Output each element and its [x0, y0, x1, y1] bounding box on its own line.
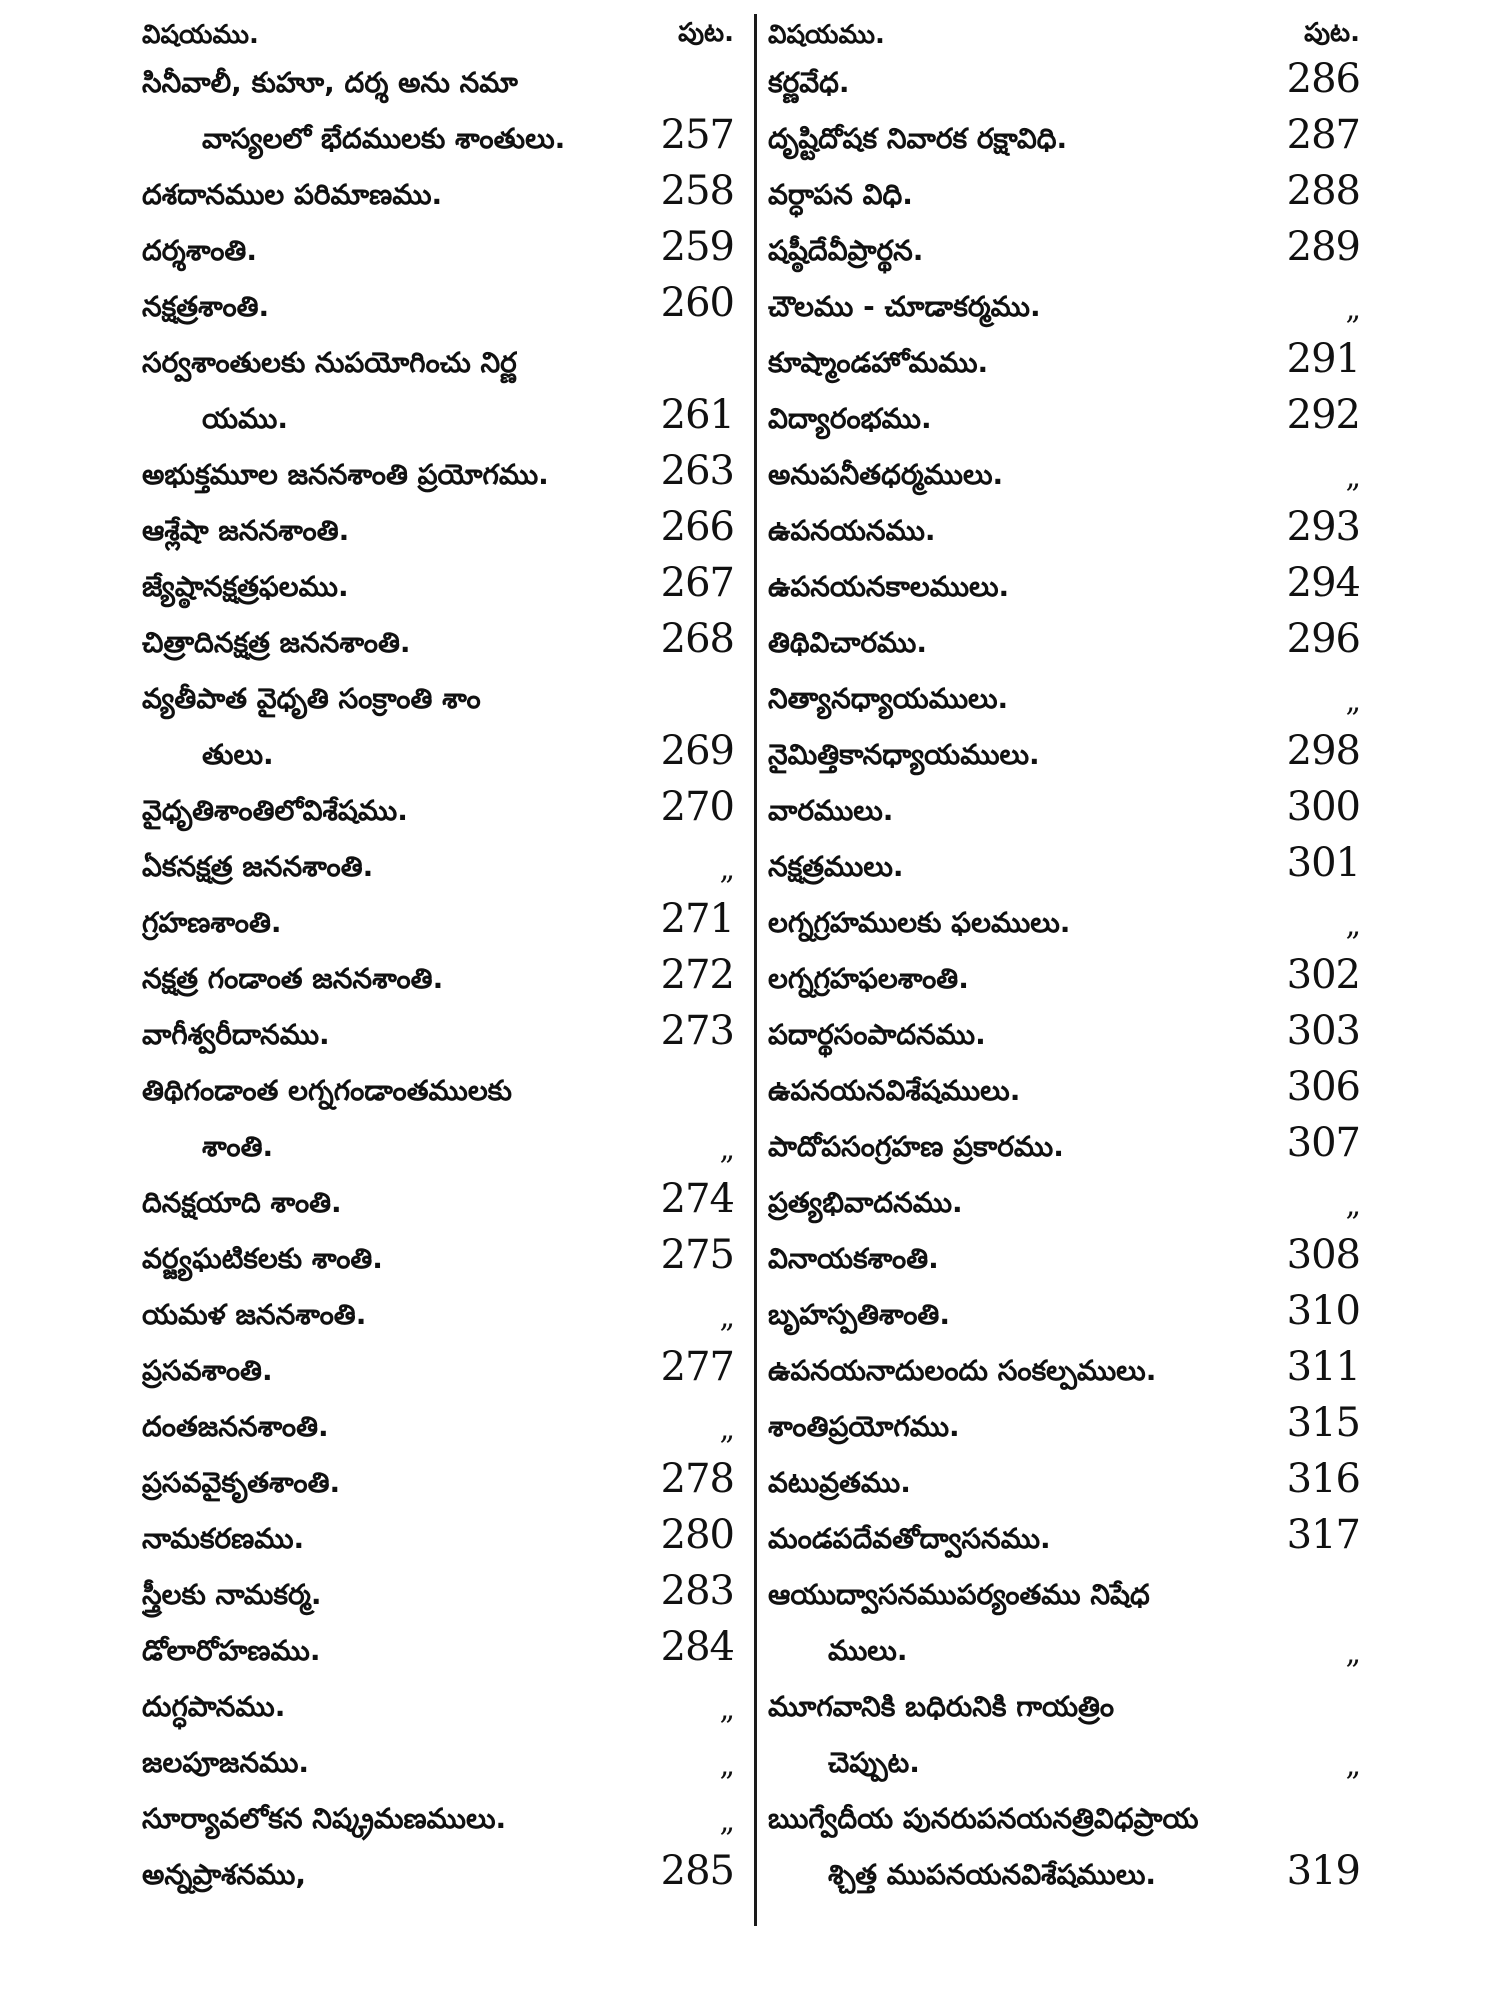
entry-subject: ఏకనక్షత్ర జననశాంతి.	[142, 850, 374, 883]
entry-page-number: 296	[1286, 616, 1360, 662]
entry-subject: బృహస్పతిశాంతి.	[768, 1298, 950, 1331]
right-header	[768, 16, 1368, 56]
entry-subject: దంతజననశాంతి.	[142, 1410, 329, 1443]
entry-page-number: 258	[660, 168, 734, 214]
entry-page-number: 307	[1286, 1120, 1360, 1166]
index-entry	[142, 1456, 742, 1512]
index-entry	[768, 1344, 1368, 1400]
index-entry	[768, 616, 1368, 672]
entry-page-number: 263	[660, 448, 734, 494]
entry-page-number: 288	[1286, 168, 1360, 214]
entry-page-number: „	[1345, 460, 1360, 495]
entry-page-number: 289	[1286, 224, 1360, 270]
index-entry	[768, 672, 1368, 728]
index-entry	[768, 1568, 1368, 1624]
entry-page-number: „	[1345, 1636, 1360, 1671]
entry-subject: ఆశ్లేషా జననశాంతి.	[142, 514, 350, 547]
entry-page-number: 259	[660, 224, 734, 270]
entry-page-number: 303	[1286, 1008, 1360, 1054]
entry-subject: దృష్టిదోషక నివారక రక్షావిధి.	[768, 122, 1068, 155]
entry-page-number: 271	[660, 896, 734, 942]
entry-page-number: 301	[1286, 840, 1360, 886]
entry-page-number: 287	[1286, 112, 1360, 158]
entry-page-number: 298	[1286, 728, 1360, 774]
entry-subject: ఉపనయనకాలములు.	[768, 570, 1010, 603]
entry-subject: కర్ణవేధ.	[768, 66, 850, 99]
index-entry	[142, 1008, 742, 1064]
entry-subject: యము.	[202, 402, 288, 435]
index-entry	[768, 1176, 1368, 1232]
entry-subject: షష్ఠీదేవీప్రార్థన.	[768, 234, 924, 267]
index-entry	[142, 1288, 742, 1344]
entry-page-number: „	[719, 1300, 734, 1335]
entry-page-number: 257	[660, 112, 734, 158]
index-entry	[768, 112, 1368, 168]
entry-subject: స్త్రీలకు నామకర్మ.	[142, 1578, 322, 1611]
entry-subject: యమళ జననశాంతి.	[142, 1298, 367, 1331]
left-column	[142, 16, 742, 1904]
left-header-subject: విషయము.	[142, 20, 259, 50]
entry-subject: ఉపనయనాదులందు సంకల్పములు.	[768, 1354, 1157, 1387]
entry-page-number: „	[719, 1804, 734, 1839]
entry-subject: దినక్షయాది శాంతి.	[142, 1186, 342, 1219]
index-entry	[142, 1680, 742, 1736]
entry-page-number: „	[719, 1692, 734, 1727]
entry-subject: తులు.	[202, 738, 274, 771]
entry-page-number: 306	[1286, 1064, 1360, 1110]
index-entry	[142, 224, 742, 280]
index-entry	[768, 1456, 1368, 1512]
entry-subject: నక్షత్రశాంతి.	[142, 290, 270, 323]
index-entry	[768, 896, 1368, 952]
entry-subject: కూష్మాండహోమము.	[768, 346, 989, 379]
entry-page-number: 310	[1286, 1288, 1360, 1334]
entry-subject: నైమిత్తికానధ్యాయములు.	[768, 738, 1040, 771]
index-entry	[768, 504, 1368, 560]
entry-page-number: 315	[1286, 1400, 1360, 1446]
entry-page-number: 278	[660, 1456, 734, 1502]
entry-subject: ప్రసవవైకృతశాంతి.	[142, 1466, 341, 1499]
entry-subject: ఆయుద్వాసనముపర్యంతము నిషేధ	[768, 1578, 1150, 1611]
entry-page-number: 270	[660, 784, 734, 830]
index-entry	[142, 1568, 742, 1624]
right-column	[768, 16, 1368, 1904]
index-entry	[768, 560, 1368, 616]
left-entries	[142, 56, 742, 1904]
entry-subject: చౌలము - చూడాకర్మము.	[768, 290, 1041, 323]
entry-page-number: 291	[1286, 336, 1360, 382]
entry-page-number: „	[1345, 684, 1360, 719]
entry-subject: వటువ్రతము.	[768, 1466, 911, 1499]
entry-subject: నక్షత్ర గండాంత జననశాంతి.	[142, 962, 444, 995]
index-entry	[142, 840, 742, 896]
index-entry	[768, 280, 1368, 336]
index-entry	[768, 840, 1368, 896]
entry-subject: మండపదేవతోద్వాసనము.	[768, 1522, 1051, 1555]
entry-subject: తిథిగండాంత లగ్నగండాంతములకు	[142, 1074, 512, 1107]
entry-subject: అనుపనీతధర్మములు.	[768, 458, 1004, 491]
entry-page-number: 269	[660, 728, 734, 774]
entry-page-number: 260	[660, 280, 734, 326]
entry-subject: జ్యేష్ఠానక్షత్రఫలము.	[142, 570, 349, 603]
entry-page-number: 272	[660, 952, 734, 998]
entry-page-number: 285	[660, 1848, 734, 1894]
entry-page-number: „	[1345, 292, 1360, 327]
entry-page-number: 302	[1286, 952, 1360, 998]
entry-subject: వర్జ్యఘటికలకు శాంతి.	[142, 1242, 383, 1275]
entry-page-number: „	[1345, 1188, 1360, 1223]
entry-page-number: 293	[1286, 504, 1360, 550]
left-header	[142, 16, 742, 56]
entry-page-number: 319	[1286, 1848, 1360, 1894]
entry-subject: సూర్యావలోకన నిష్క్రమణములు.	[142, 1802, 507, 1835]
entry-page-number: 277	[660, 1344, 734, 1390]
index-entry	[142, 952, 742, 1008]
entry-page-number: 294	[1286, 560, 1360, 606]
entry-page-number: 308	[1286, 1232, 1360, 1278]
entry-subject: వాస్యలలో భేదములకు శాంతులు.	[202, 122, 566, 155]
entry-subject: దశదానముల పరిమాణము.	[142, 178, 443, 211]
index-entry	[142, 560, 742, 616]
index-entry	[768, 1288, 1368, 1344]
index-entry	[768, 448, 1368, 504]
entry-subject: పాదోపసంగ్రహణ ప్రకారము.	[768, 1130, 1064, 1163]
entry-page-number: 292	[1286, 392, 1360, 438]
entry-page-number: „	[1345, 908, 1360, 943]
entry-page-number: 261	[660, 392, 734, 438]
index-entry	[142, 896, 742, 952]
entry-subject: పదార్థసంపాదనము.	[768, 1018, 986, 1051]
entry-page-number: „	[719, 1412, 734, 1447]
entry-subject: గ్రహణశాంతి.	[142, 906, 282, 939]
index-entry	[768, 224, 1368, 280]
entry-subject: ఋగ్వేదీయ పునరుపనయనత్రివిధప్రాయ	[768, 1802, 1199, 1835]
index-entry	[142, 1512, 742, 1568]
index-entry	[142, 616, 742, 672]
entry-subject: శాంతి.	[202, 1130, 274, 1163]
entry-page-number: 280	[660, 1512, 734, 1558]
entry-subject: శాంతిప్రయోగము.	[768, 1410, 960, 1443]
index-entry	[768, 1792, 1368, 1848]
index-entry	[768, 392, 1368, 448]
entry-subject: వ్యతీపాత వైధృతి సంక్రాంతి శాం	[142, 682, 481, 715]
index-entry	[768, 1848, 1368, 1904]
entry-page-number: 300	[1286, 784, 1360, 830]
entry-subject: విద్యారంభము.	[768, 402, 932, 435]
entry-subject: దుగ్ధపానము.	[142, 1690, 286, 1723]
entry-subject: తిథివిచారము.	[768, 626, 928, 659]
index-entry	[768, 1400, 1368, 1456]
entry-subject: లగ్నగ్రహఫలశాంతి.	[768, 962, 969, 995]
index-entry	[142, 1736, 742, 1792]
entry-subject: అభుక్తమూల జననశాంతి ప్రయోగము.	[142, 458, 549, 491]
entry-subject: వైధృతిశాంతిలోవిశేషము.	[142, 794, 408, 827]
index-entry	[142, 280, 742, 336]
index-entry	[768, 336, 1368, 392]
entry-page-number: „	[1345, 1748, 1360, 1783]
index-entry	[768, 1120, 1368, 1176]
left-header-page: పుట.	[678, 18, 734, 48]
entry-page-number: „	[719, 1132, 734, 1167]
entry-subject: వర్ధాపన విధి.	[768, 178, 913, 211]
index-entry	[768, 1736, 1368, 1792]
index-entry	[768, 168, 1368, 224]
entry-page-number: „	[719, 852, 734, 887]
index-entry	[142, 1344, 742, 1400]
index-entry	[142, 56, 742, 112]
index-entry	[142, 504, 742, 560]
right-header-page: పుట.	[1304, 18, 1360, 48]
index-entry	[142, 1120, 742, 1176]
entry-page-number: 311	[1286, 1344, 1360, 1390]
index-entry	[142, 728, 742, 784]
entry-page-number: 275	[660, 1232, 734, 1278]
entry-page-number: 267	[660, 560, 734, 606]
entry-page-number: 273	[660, 1008, 734, 1054]
index-entry	[768, 1008, 1368, 1064]
right-header-subject: విషయము.	[768, 20, 885, 50]
entry-subject: ఉపనయనము.	[768, 514, 936, 547]
entry-subject: నిత్యానధ్యాయములు.	[768, 682, 1009, 715]
index-entry	[142, 1400, 742, 1456]
index-entry	[142, 1792, 742, 1848]
entry-subject: సినీవాలీ, కుహూ, దర్శ అను నమా	[142, 66, 518, 99]
entry-subject: శ్చిత్త ముపనయనవిశేషములు.	[828, 1858, 1157, 1891]
index-entry	[142, 672, 742, 728]
index-entry	[768, 1624, 1368, 1680]
entry-subject: ప్రత్యభివాదనము.	[768, 1186, 963, 1219]
entry-subject: వాగీశ్వరీదానము.	[142, 1018, 330, 1051]
entry-subject: చిత్రాదినక్షత్ర జననశాంతి.	[142, 626, 411, 659]
index-entry	[768, 784, 1368, 840]
index-entry	[142, 1848, 742, 1904]
entry-subject: జలపూజనము.	[142, 1746, 310, 1779]
index-entry	[768, 1680, 1368, 1736]
entry-subject: చెప్పుట.	[828, 1746, 920, 1779]
entry-subject: డోలారోహణము.	[142, 1634, 321, 1667]
index-entry	[142, 1176, 742, 1232]
index-entry	[142, 336, 742, 392]
right-entries	[768, 56, 1368, 1904]
entry-subject: నక్షత్రములు.	[768, 850, 904, 883]
index-entry	[768, 952, 1368, 1008]
index-entry	[142, 448, 742, 504]
entry-subject: మూగవానికి బధిరునికి గాయత్రిం	[768, 1690, 1115, 1723]
entry-subject: లగ్నగ్రహములకు ఫలములు.	[768, 906, 1071, 939]
entry-page-number: 266	[660, 504, 734, 550]
index-entry	[768, 1512, 1368, 1568]
index-entry	[142, 392, 742, 448]
column-divider	[754, 14, 757, 1926]
entry-page-number: „	[719, 1748, 734, 1783]
entry-subject: ప్రసవశాంతి.	[142, 1354, 273, 1387]
entry-page-number: 283	[660, 1568, 734, 1614]
entry-subject: వినాయకశాంతి.	[768, 1242, 939, 1275]
index-entry	[142, 1624, 742, 1680]
entry-page-number: 268	[660, 616, 734, 662]
entry-page-number: 316	[1286, 1456, 1360, 1502]
entry-subject: అన్నప్రాశనము,	[142, 1858, 306, 1891]
entry-subject: ఉపనయనవిశేషములు.	[768, 1074, 1021, 1107]
index-entry	[142, 1232, 742, 1288]
index-entry	[768, 56, 1368, 112]
entry-subject: సర్వశాంతులకు నుపయోగించు నిర్ణ	[142, 346, 517, 379]
entry-subject: నామకరణము.	[142, 1522, 305, 1555]
index-entry	[768, 728, 1368, 784]
index-entry	[142, 168, 742, 224]
index-entry	[142, 784, 742, 840]
entry-page-number: 274	[660, 1176, 734, 1222]
entry-subject: దర్శశాంతి.	[142, 234, 257, 267]
entry-subject: ములు.	[828, 1634, 908, 1667]
index-entry	[142, 1064, 742, 1120]
index-entry	[142, 112, 742, 168]
index-entry	[768, 1232, 1368, 1288]
entry-subject: వారములు.	[768, 794, 894, 827]
entry-page-number: 284	[660, 1624, 734, 1670]
index-entry	[768, 1064, 1368, 1120]
entry-page-number: 317	[1286, 1512, 1360, 1558]
entry-page-number: 286	[1286, 56, 1360, 102]
